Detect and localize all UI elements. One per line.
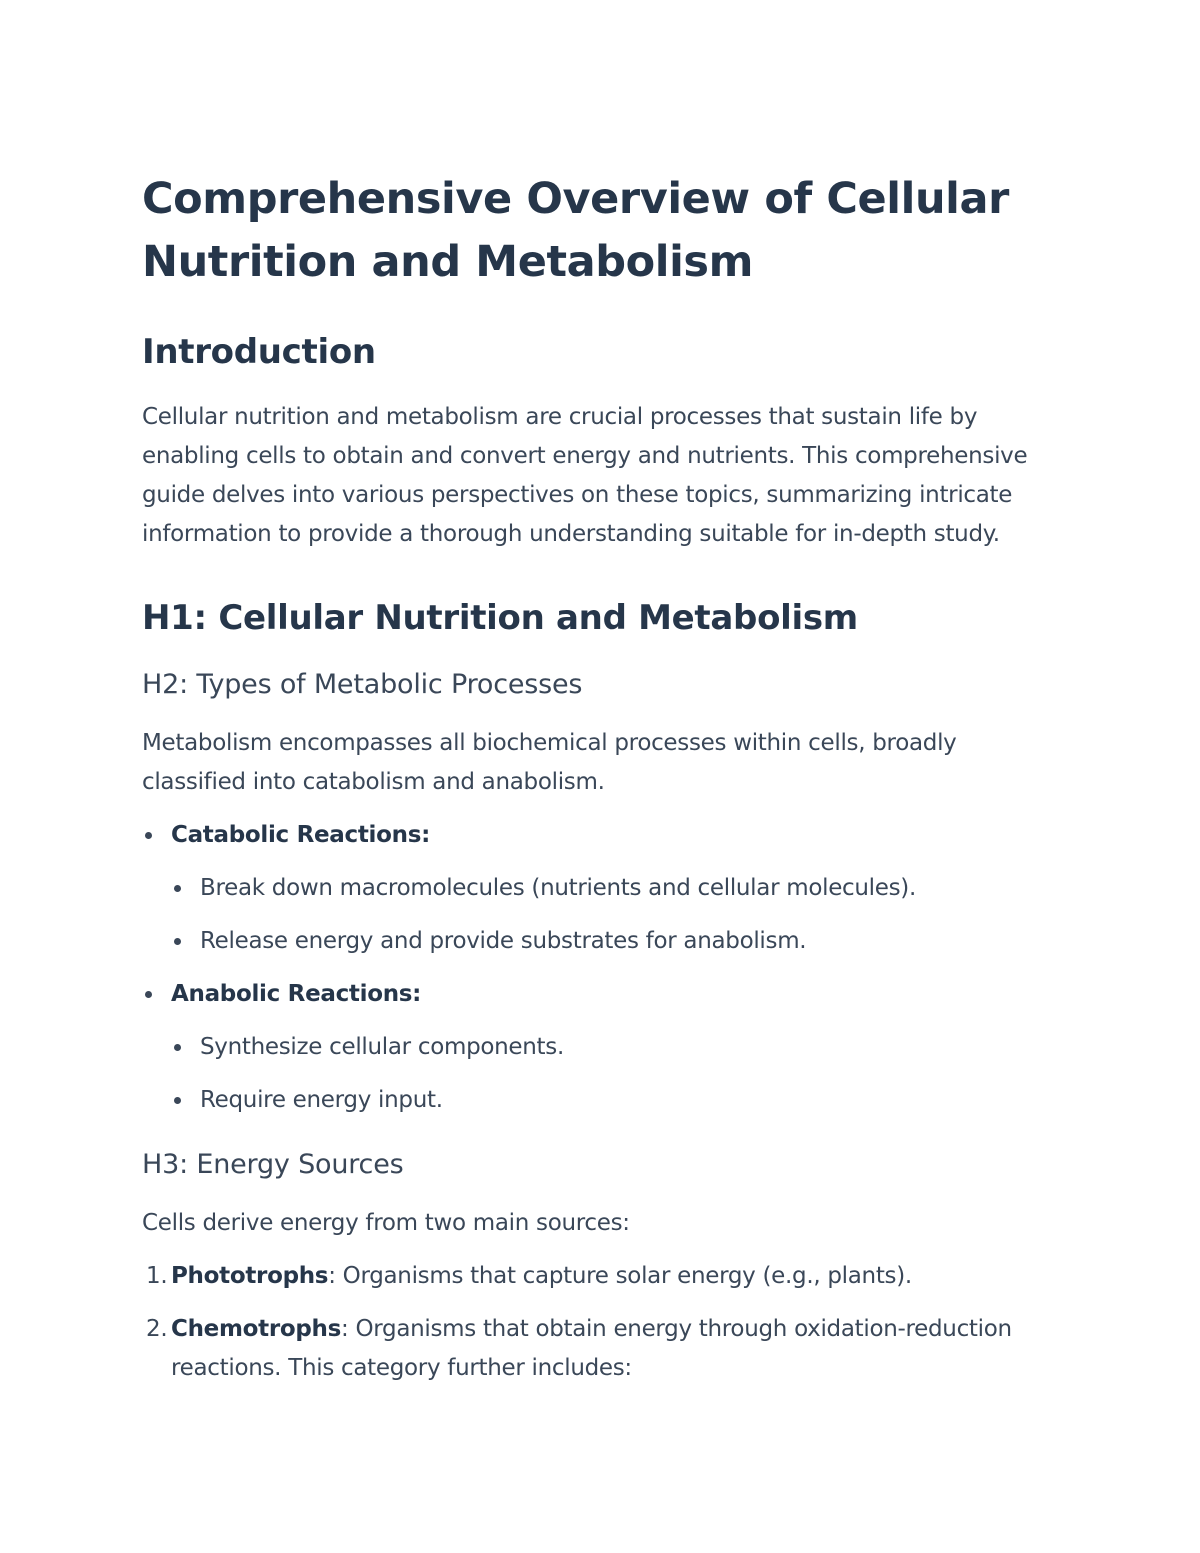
list-item-term: Phototrophs <box>171 1263 329 1289</box>
introduction-paragraph: Cellular nutrition and metabolism are crucial processes that sustain life by enabling cells to obtain and convert energy and nutrients. This comprehensive guide delves into various perspectives on these topics, summarizing intricate information to provide a thorough understanding suitable for in-depth study. <box>142 404 1028 547</box>
list-item-chemotrophs <box>142 1310 1062 1388</box>
list-item-anabolic <box>142 975 1062 1120</box>
list-item-text: Synthesize cellular components. <box>200 1034 564 1060</box>
list-item-text: Release energy and provide substrates for anabolism. <box>200 928 807 954</box>
list-number: 1. <box>146 1263 168 1289</box>
types-paragraph: Metabolism encompasses all biochemical processes within cells, broadly classified into catabolism and anabolism. <box>142 730 957 795</box>
bullet-icon <box>174 1044 181 1051</box>
bullet-icon <box>145 991 152 998</box>
energy-heading: H3: Energy Sources <box>142 1149 404 1180</box>
bullet-icon <box>174 938 181 945</box>
list-item <box>171 1028 1062 1067</box>
list-item-catabolic <box>142 816 1062 961</box>
list-item <box>171 869 1062 908</box>
list-item-label: Anabolic Reactions: <box>171 981 422 1007</box>
list-item-text: Require energy input. <box>200 1087 443 1113</box>
catabolic-sublist <box>171 869 1062 961</box>
document-page <box>142 168 1062 1388</box>
list-item <box>171 922 1062 961</box>
list-item-description: : Organisms that obtain energy through oxidation-reduction reactions. This category further includes: <box>171 1316 1012 1381</box>
list-item-term: Chemotrophs <box>171 1316 341 1342</box>
metabolic-types-list <box>142 816 1062 1120</box>
list-item-phototrophs <box>142 1257 1062 1296</box>
list-item <box>171 1081 1062 1120</box>
introduction-heading: Introduction <box>142 332 376 372</box>
bullet-icon <box>174 1097 181 1104</box>
energy-paragraph: Cells derive energy from two main sources: <box>142 1210 630 1236</box>
types-heading: H2: Types of Metabolic Processes <box>142 669 583 700</box>
document-title: Comprehensive Overview of Cellular Nutrition and Metabolism <box>142 174 1009 287</box>
list-item-label: Catabolic Reactions: <box>171 822 430 848</box>
bullet-icon <box>145 832 152 839</box>
energy-sources-list <box>142 1257 1062 1388</box>
section-h1-heading: H1: Cellular Nutrition and Metabolism <box>142 598 858 638</box>
bullet-icon <box>174 885 181 892</box>
list-item-text: Break down macromolecules (nutrients and cellular molecules). <box>200 875 916 901</box>
list-number: 2. <box>146 1316 168 1342</box>
anabolic-sublist <box>171 1028 1062 1120</box>
list-item-description: : Organisms that capture solar energy (e.g., plants). <box>328 1263 912 1289</box>
